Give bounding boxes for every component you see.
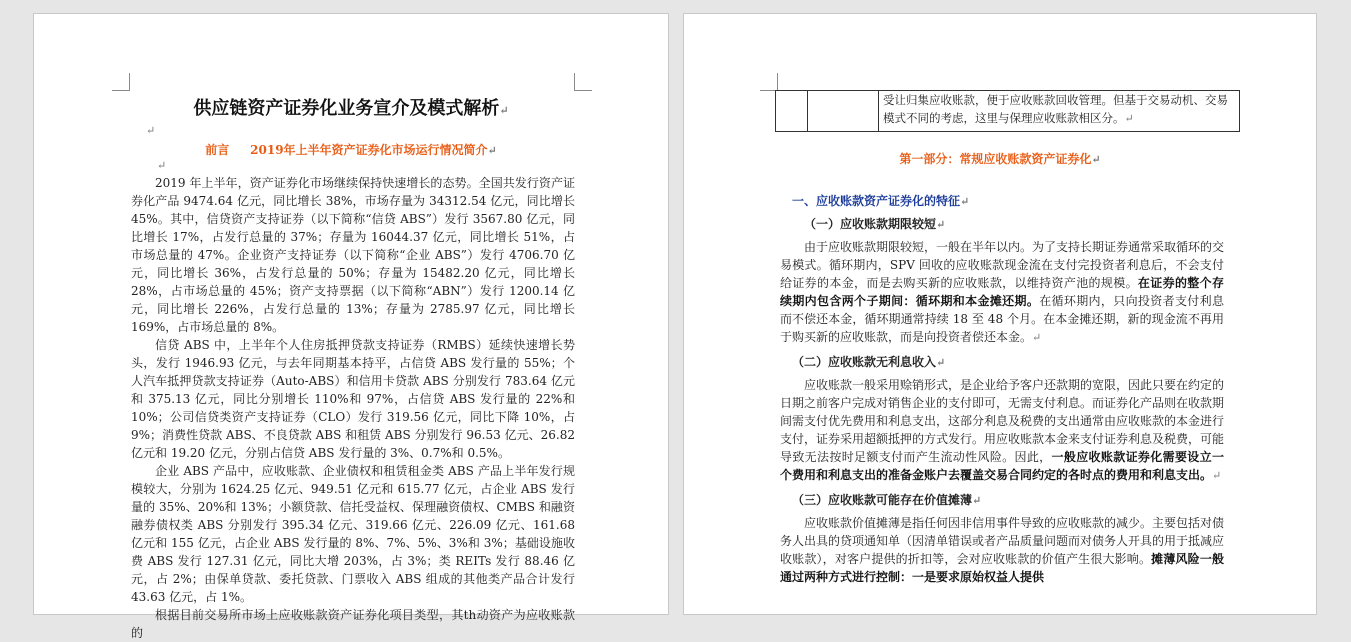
crop-mark-top-left <box>760 73 778 91</box>
body-text[interactable] <box>131 174 575 642</box>
subsection-heading: （二）应收账款无利息收入↵ <box>792 355 946 369</box>
preface-label: 前言 <box>205 143 230 157</box>
body-text[interactable] <box>780 192 1224 586</box>
table-cell-empty[interactable] <box>776 91 808 132</box>
subsection-heading: （一）应收账款期限较短↵ <box>804 217 946 231</box>
document-page-left <box>33 13 669 640</box>
continued-table <box>775 90 1240 132</box>
preface-heading[interactable]: 前言 2019年上半年资产证券化市场运行情况简介↵ <box>205 143 497 157</box>
paragraph: 企业 ABS 产品中，应收账款、企业债权和租赁租金类 ABS 产品上半年发行规模较大，分别为 1624.25 亿元、949.51 亿元和 615.77 亿元，占企业 ABS 发行量的 35%、20%和 13%；小额贷款、信托受益权、保理融资债权、CMBS 和融资融券债权类 ABS 分别发行 395.34 亿元、319.66 亿元、226.09 亿元、161.68 亿元和 155 亿元，占企业 ABS 发行量的 8%、7%、5%、3%和 3%；基础设施收费 ABS 发行 127.31 亿元，同比大增 203%，占 3%；类 REITs 发行 88.46 亿元，占 2%；由保单贷款、委托贷款、门票收入 ABS 组成的其他类产品合计发行 43.63 亿元，占 1%。 <box>131 464 575 604</box>
preface-title: 2019年上半年资产证券化市场运行情况简介 <box>250 143 488 157</box>
paragraph-mark: ↵ <box>146 124 156 137</box>
section-heading: 一、应收账款资产证券化的特征↵ <box>792 194 970 208</box>
paragraph: 根据目前交易所市场上应收账款资产证券化项目类型，其th动资产为应收账款的 <box>131 608 575 640</box>
paragraph: 信贷 ABS 中，上半年个人住房抵押贷款支持证券（RMBS）延续快速增长势头，发行 1946.93 亿元，与去年同期基本持平，占信贷 ABS 发行量的 55%；个人汽车抵押贷款支持证券（Auto-ABS）和信用卡贷款 ABS 分别发行 783.64 亿元和 375.13 亿元，同比分别增长 110%和 97%，占信贷 ABS 发行量的 22%和 10%；公司信贷类资产支持证券（CLO）发行 319.56 亿元，同比下降 10%，占 9%；消费性贷款 ABS、不良贷款 ABS 和租赁 ABS 分别发行 96.53 亿元、26.82 亿元和 19.20 亿元，分别占信贷 ABS 发行量的 3%、0.7%和 0.5%。 <box>131 338 575 460</box>
paragraph: 应收账款一般采用赊销形式，是企业给予客户还款期的宽限，因此只要在约定的日期之前客户完成对销售企业的支付即可，无需支付利息。而证券化产品则在收款期间需支付优先费用和利息支出，这部分利息及税费的支出通常由应收账款的本金进行支付，证券采用超额抵押的方式发行。用应收账款本金来支付证券利息及税费，可能导致无法按时足额支付而产生流动性风险。因此，一般应收账款证券化需要设立一个费用和利息支出的准备金账户去覆盖交易合同约定的各时点的费用和利息支出。↵ <box>780 378 1225 482</box>
paragraph: 由于应收账款期限较短，一般在半年以内。为了支持长期证券通常采取循环的交易模式。循环期内，SPV 回收的应收账款现金流在支付完投资者利息后，不会支付给证券的本金，而是去购买新的应收账款，以维持资产池的规模。在证券的整个存续期内包含两个子期间：循环期和本金摊还期。在循环期内，只向投资者支付利息而不偿还本金，循环期通常持续 18 至 48 个月。在本金摊还期，新的现金流不再用于购买新的应收账款，而是向投资者偿还本金。↵ <box>780 240 1225 344</box>
document-title[interactable]: 供应链资产证券化业务宣介及模式解析↵ <box>193 98 509 119</box>
crop-mark-top-left <box>112 73 130 91</box>
table-cell-empty[interactable] <box>808 91 879 132</box>
paragraph: 2019 年上半年，资产证券化市场继续保持快速增长的态势。全国共发行资产证券化产品 9474.64 亿元，同比增长 38%，市场存量为 34312.54 亿元，同比增长 45%。其中，信贷资产支持证券（以下简称“信贷 ABS”）发行 3567.80 亿元，同比增长 17%，占发行总量的 37%；存量为 16044.37 亿元，同比增长 51%，占市场总量的 47%。企业资产支持证券（以下简称“企业 ABS”）发行 4706.70 亿元，同比增长 36%，占发行总量的 50%；存量为 15482.20 亿元，同比增长 28%，占市场总量的 45%；资产支持票据（以下简称“ABN”）发行 1200.14 亿元，同比增长 226%，占发行总量的 13%；存量为 2785.97 亿元，同比增长 169%，占市场总量的 8%。 <box>131 176 575 334</box>
paragraph: 应收账款价值摊薄是指任何因非信用事件导致的应收账款的减少。主要包括对债务人出具的贷项通知单（因清单错误或者产品质量问题而对债务人开具的用于抵减应收账款），对客户提供的折扣等，会对应收账款的价值产生很大影响。摊薄风险一般通过两种方式进行控制：一是要求原始权益人提供 <box>780 516 1225 584</box>
part-heading[interactable]: 第一部分：常规应收账款资产证券化↵ <box>899 152 1101 166</box>
table-cell[interactable]: 受让归集应收账款，便于应收账款回收管理。但基于交易动机、交易模式不同的考虑，这里与保理应收账款相区分。↵ <box>879 91 1240 132</box>
subsection-heading: （三）应收账款可能存在价值摊薄↵ <box>792 493 982 507</box>
crop-mark-top-right <box>574 73 592 91</box>
document-page-right <box>683 13 1317 615</box>
paragraph-mark: ↵ <box>157 159 167 172</box>
